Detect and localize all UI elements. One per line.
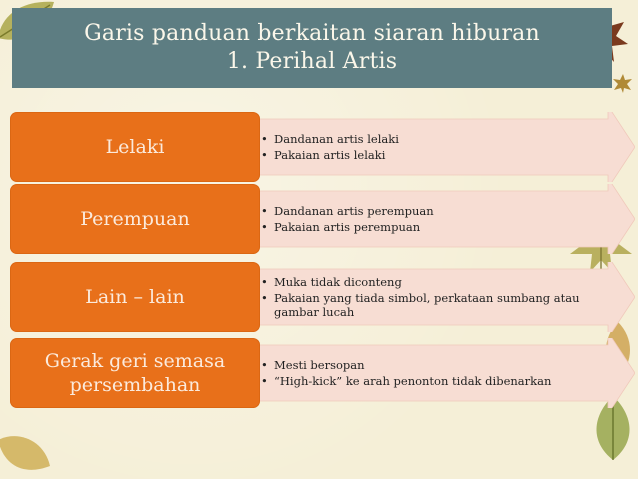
guideline-row (10, 184, 638, 254)
category-box: Gerak geri semasa persembahan (10, 338, 260, 408)
guideline-row (10, 112, 638, 182)
bullet-item: • Muka tidak diconteng (260, 275, 600, 289)
title-line-1: Garis panduan berkaitan siaran hiburan (84, 21, 540, 46)
category-box: Lain – lain (10, 262, 260, 332)
bullet-list (260, 184, 600, 254)
category-box: Perempuan (10, 184, 260, 254)
bullet-list (260, 338, 600, 408)
bullet-item: • Pakaian yang tiada simbol, perkataan sumbang atau gambar lucah (260, 291, 600, 319)
guideline-row (10, 338, 638, 408)
bullet-item: • Dandanan artis lelaki (260, 132, 600, 146)
guideline-row (10, 262, 638, 332)
bullet-item: • Pakaian artis lelaki (260, 148, 600, 162)
bullet-item: • “High-kick” ke arah penonton tidak dibenarkan (260, 374, 600, 388)
category-box: Lelaki (10, 112, 260, 182)
bullet-list (260, 112, 600, 182)
bullet-list (260, 262, 600, 332)
bullet-item: • Pakaian artis perempuan (260, 220, 600, 234)
title-line-2: 1. Perihal Artis (226, 49, 398, 74)
bullet-item: • Mesti bersopan (260, 358, 600, 372)
bullet-item: • Dandanan artis perempuan (260, 204, 600, 218)
